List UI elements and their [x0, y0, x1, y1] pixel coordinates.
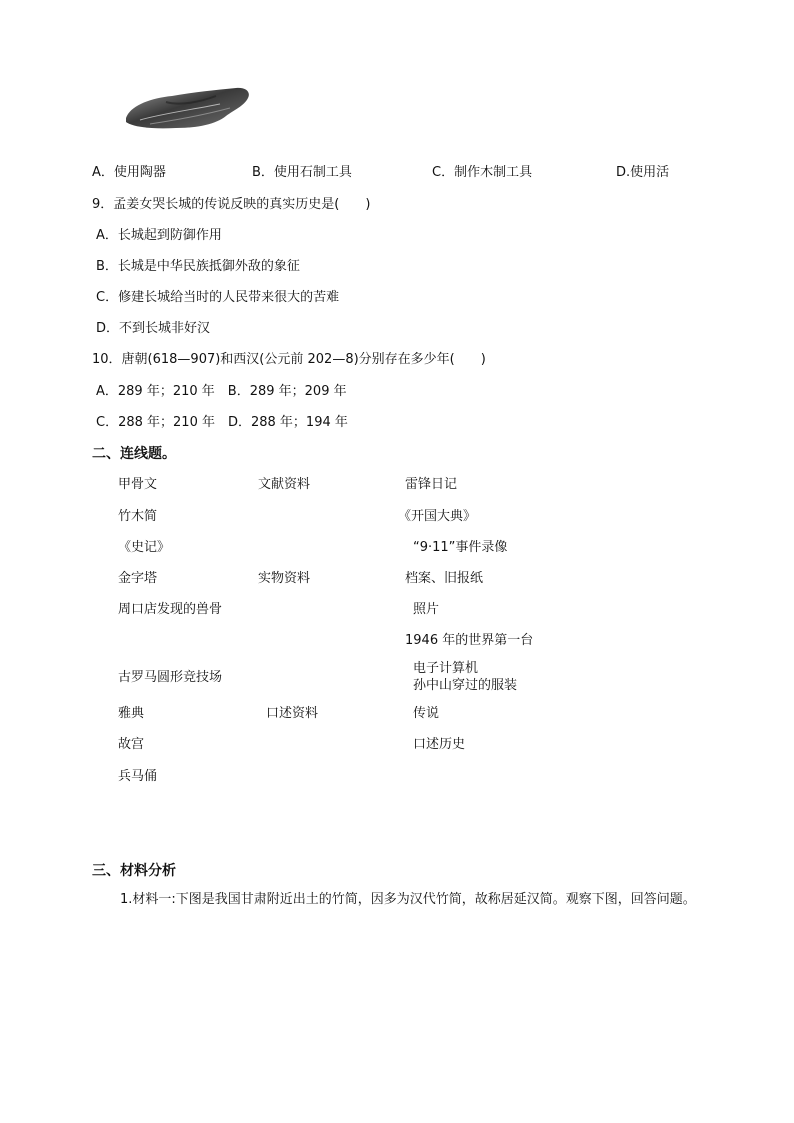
q10-options-row2: C．288 年；210 年 D．288 年；194 年 [96, 415, 348, 430]
match-left-item: 金字塔 [118, 571, 158, 586]
q10-stem: 10．唐朝(618—907)和西汉(公元前 202—8)分别存在多少年( ) [92, 352, 486, 367]
match-right-item: 口述历史 [413, 737, 466, 752]
q9-option-c: C．修建长城给当时的人民带来很大的苦难 [96, 290, 340, 305]
match-right-item: 档案、旧报纸 [405, 571, 484, 586]
match-middle-item: 实物资料 [258, 571, 311, 586]
match-right-item: 孙中山穿过的服装 [413, 678, 518, 693]
match-left-item: 古罗马圆形竞技场 [118, 670, 223, 685]
q8-option-c: C．制作木制工具 [432, 165, 533, 180]
match-left-item: 甲骨文 [118, 477, 158, 492]
match-left-item: 周口店发现的兽骨 [118, 602, 223, 617]
match-middle-item: 口述资料 [266, 706, 319, 721]
match-left-item: 故宫 [118, 737, 145, 752]
match-left-item: 竹木简 [118, 509, 158, 524]
match-middle-item: 文献资料 [258, 477, 311, 492]
match-right-item: 照片 [413, 602, 440, 617]
stone-tool-image [120, 84, 254, 132]
q9-option-d: D．不到长城非好汉 [96, 321, 211, 336]
match-left-item: 雅典 [118, 706, 145, 721]
match-left-item: 《史记》 [118, 540, 171, 555]
q8-option-d: D.使用活 [616, 165, 670, 180]
section3-title: 三、材料分析 [92, 863, 176, 879]
q8-option-a: A．使用陶器 [92, 165, 166, 180]
match-right-item: 《开国大典》 [398, 509, 477, 524]
q9-stem: 9．孟姜女哭长城的传说反映的真实历史是( ) [92, 197, 371, 212]
match-right-item: “9·11”事件录像 [413, 540, 508, 555]
q8-option-b: B．使用石制工具 [252, 165, 352, 180]
section2-title: 二、连线题。 [92, 446, 176, 462]
material-question-1: 1.材料一:下图是我国甘肃附近出土的竹简，因多为汉代竹简，故称居延汉简。观察下图，回答问题。 [120, 892, 696, 907]
q9-option-b: B．长城是中华民族抵御外敌的象征 [96, 259, 300, 274]
q9-option-a: A．长城起到防御作用 [96, 228, 222, 243]
match-right-item: 雷锋日记 [405, 477, 458, 492]
match-left-item: 兵马俑 [118, 769, 158, 784]
match-right-item: 电子计算机 [413, 661, 479, 676]
match-right-item: 1946 年的世界第一台 [405, 633, 534, 648]
q10-options-row1: A．289 年；210 年 B．289 年；209 年 [96, 384, 347, 399]
match-right-item: 传说 [413, 706, 440, 721]
